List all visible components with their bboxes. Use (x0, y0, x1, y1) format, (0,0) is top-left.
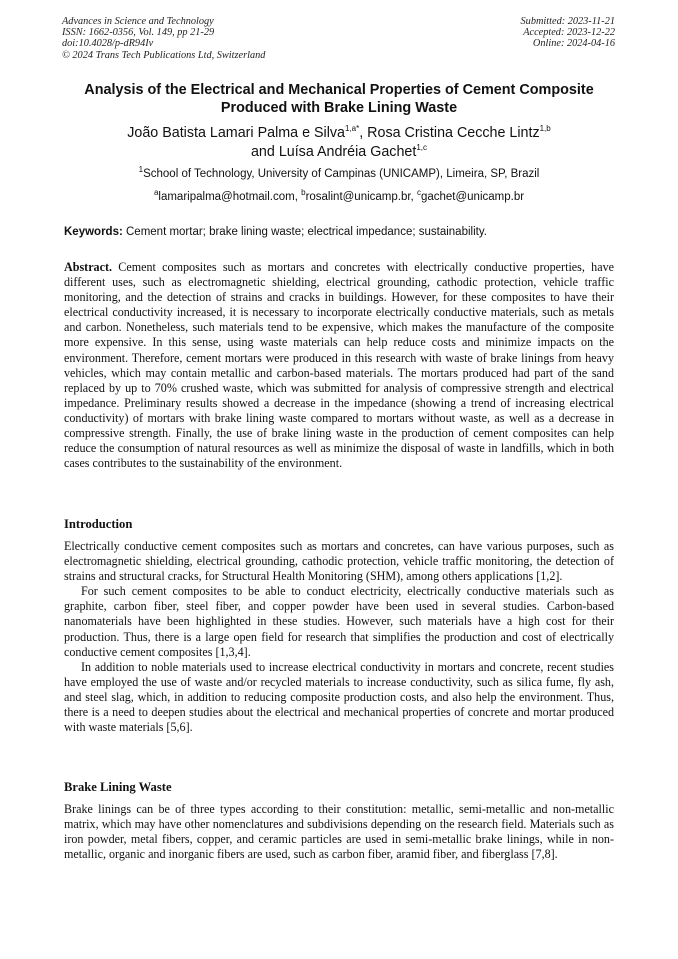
issn: ISSN: 1662-0356, Vol. 149, pp 21-29 (62, 27, 215, 39)
journal-meta (62, 16, 265, 61)
abstract-label: Abstract. (64, 260, 113, 274)
paragraph: For such cement composites to be able to conduct electricity, electrically conductive materials such as graphite, carbon fiber, steel fiber, and copper powder have been used in several studies. Carbon-based nanomaterials have been highlighted in these studies. However, such materials have a high cost for their production. Thus, there is a large open field for research that simplifies the production and cost of electrically conductive cement composites [1,3,4]. (64, 584, 614, 659)
author-separator: , (359, 125, 368, 141)
keywords-label: Keywords: (64, 226, 123, 238)
section-heading-brake-lining-waste: Brake Lining Waste (64, 780, 172, 794)
email-sup: c (416, 188, 421, 198)
accepted-date: Accepted: 2023-12-22 (523, 27, 615, 39)
paragraph: In addition to noble materials used to increase electrical conductivity in mortars and concrete, recent studies have employed the use of waste and/or recycled materials to increase conductivity, such as silica fume, fly ash, and steel slag, which, in addition to reducing composite production costs, and also help the environment. Thus, there is a need to deepen studies about the electrical and mechanical properties of concrete and mortar produced with waste materials [5,6]. (64, 659, 614, 735)
journal-name: Advances in Science and Technology (62, 16, 214, 27)
section-heading-introduction: Introduction (64, 517, 133, 531)
email-link[interactable]: rosalint@unicamp.br, (305, 191, 417, 203)
author-name: João Batista Lamari Palma e Silva (127, 125, 345, 141)
publication-dates (521, 16, 615, 50)
email-sup: b (301, 188, 306, 198)
author-emails (60, 190, 618, 204)
author-name: Luísa Andréia Gachet (278, 143, 417, 160)
author-list (60, 124, 618, 161)
abstract (64, 260, 614, 471)
author-and: and (250, 143, 279, 160)
email-sup: a (153, 188, 159, 198)
paper-title: Analysis of the Electrical and Mechanical Properties of Cement Composite Produced with Brake Lining Waste (84, 82, 594, 116)
keywords (64, 225, 616, 239)
introduction-body (64, 539, 614, 735)
submitted-date: Submitted: 2023-11-21 (520, 16, 615, 27)
online-date: Online: 2024-04-16 (532, 38, 615, 50)
author-affil-sup: 1,b (539, 124, 551, 134)
affiliation-sup: 1 (138, 165, 144, 175)
affiliation (60, 167, 618, 181)
keywords-text: Cement mortar; brake lining waste; electrical impedance; sustainability. (122, 226, 487, 238)
author-name: Rosa Cristina Cecche Lintz (367, 125, 540, 141)
paragraph: Electrically conductive cement composites such as mortars and concretes, can have various purposes, such as electromagnetic shielding, electrical grounding, cathodic protection, vehicle traffic monitoring, the detection of strains and structural cracks, for Structural Health Monitoring (SHM), among others applications [1,2]. (64, 539, 614, 584)
affiliation-text: School of Technology, University of Campinas (UNICAMP), Limeira, SP, Brazil (143, 168, 540, 180)
copyright: © 2024 Trans Tech Publications Ltd, Switzerland (62, 49, 266, 61)
email-link[interactable]: gachet@unicamp.br (420, 191, 525, 203)
email-link[interactable]: lamaripalma@hotmail.com, (158, 191, 302, 203)
doi: doi:10.4028/p-dR94Iv (62, 38, 154, 50)
brake-lining-body (64, 802, 614, 862)
abstract-text: Cement composites such as mortars and concretes with electrically conductive properties, have different uses, such as electromagnetic shielding, electrical grounding, cathodic protection, vehicle traffic monitoring, and the detection of strains and cracks in buildings. However, for these composites to have their electrical conductivity increased, it is necessary to incorporate electrically conductive materials, such as metals and carbon. Nonetheless, such materials tend to be expensive, which makes the manufacture of the composite more expensive. In this sense, using waste materials can help reduce costs and minimize impacts on the environment. Therefore, cement mortars were produced in this research with waste of brake linings from heavy vehicles, which may contain metallic and carbon-based materials. The mortars produced had part of the sand replaced by up to 70% crushed waste, which was submitted for analysis of compressive strength and electrical impedance. Preliminary results showed a decrease in the impedance (showing a trend of increasing electrical conductivity) of mortars with brake lining waste compared to mortars without waste, as well as a decrease in compressive strength. Finally, the use of brake lining waste in the production of cement composites can help reduce the consumption of natural resources as well as minimize the disposal of waste in landfills, which in both cases contributes to the sustainability of the environment. (64, 260, 614, 471)
paragraph: Brake linings can be of three types according to their constitution: metallic, semi-metallic and non-metallic matrix, which may have other nomenclatures and subdivisions depending on the research field. Materials such as iron powder, metal fibers, copper, and ceramic particles are used in semi-metallic brake linings, while in non-metallic, organic and inorganic fibers are used, such as carbon fiber, aramid fiber, and fiberglass [7,8]. (64, 802, 614, 862)
author-affil-sup: 1,c (416, 142, 427, 152)
author-affil-sup: 1,a* (344, 124, 360, 134)
